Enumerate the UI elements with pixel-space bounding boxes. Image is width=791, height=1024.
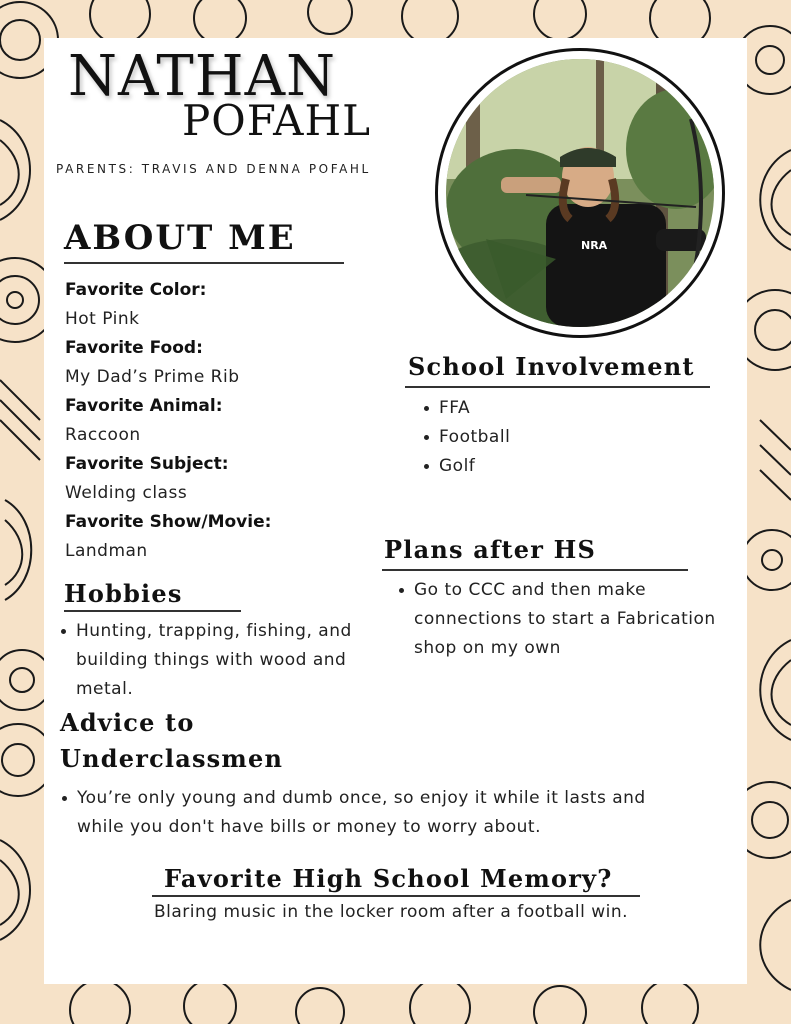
- advice-list: [60, 784, 680, 842]
- advice-heading-line2: Underclassmen: [60, 744, 284, 773]
- about-list: [65, 276, 365, 566]
- about-heading: ABOUT ME: [64, 218, 296, 258]
- favorite-subject-label: Favorite Subject:: [65, 454, 229, 474]
- school-list: [422, 394, 702, 481]
- favorite-animal-label: Favorite Animal:: [65, 396, 223, 416]
- favorite-show-label: Favorite Show/Movie:: [65, 512, 272, 532]
- favorite-food-label: Favorite Food:: [65, 338, 203, 358]
- favorite-subject-value: Welding class: [65, 483, 188, 503]
- school-underline: [405, 386, 710, 388]
- favorite-color-value: Hot Pink: [65, 309, 140, 329]
- list-item: You’re only young and dumb once, so enjoy it while it lasts and while you don't have bills or money to worry about.: [60, 784, 680, 842]
- hobbies-heading: Hobbies: [64, 579, 183, 608]
- list-item: Hunting, trapping, fishing, and building things with wood and metal.: [59, 617, 374, 704]
- list-item: FFA: [422, 394, 702, 423]
- memory-text: Blaring music in the locker room after a football win.: [154, 902, 629, 922]
- portrait-frame: [435, 48, 725, 338]
- last-name: POFAHL: [182, 96, 372, 145]
- list-item: Go to CCC and then make connections to start a Fabrication shop on my own: [397, 576, 717, 663]
- memory-heading: Favorite High School Memory?: [164, 864, 613, 893]
- school-heading: School Involvement: [408, 352, 695, 381]
- plans-list: [397, 576, 717, 663]
- favorite-color-label: Favorite Color:: [65, 280, 207, 300]
- list-item: Football: [422, 423, 702, 452]
- favorite-show-value: Landman: [65, 541, 148, 561]
- memory-underline: [152, 895, 640, 897]
- favorite-food-value: My Dad’s Prime Rib: [65, 367, 240, 387]
- portrait-photo: [446, 59, 714, 327]
- hobbies-list: [59, 617, 374, 704]
- shirt-text: NRA: [581, 239, 608, 252]
- hobbies-underline: [64, 610, 241, 612]
- first-name: NATHAN: [68, 44, 337, 109]
- profile-card: [44, 38, 747, 984]
- list-item: Golf: [422, 452, 702, 481]
- plans-heading: Plans after HS: [384, 535, 597, 564]
- favorite-animal-value: Raccoon: [65, 425, 141, 445]
- plans-underline: [382, 569, 688, 571]
- about-underline: [64, 262, 344, 264]
- parents-line: PARENTS: TRAVIS AND DENNA POFAHL: [56, 162, 371, 176]
- advice-heading-line1: Advice to: [60, 708, 195, 737]
